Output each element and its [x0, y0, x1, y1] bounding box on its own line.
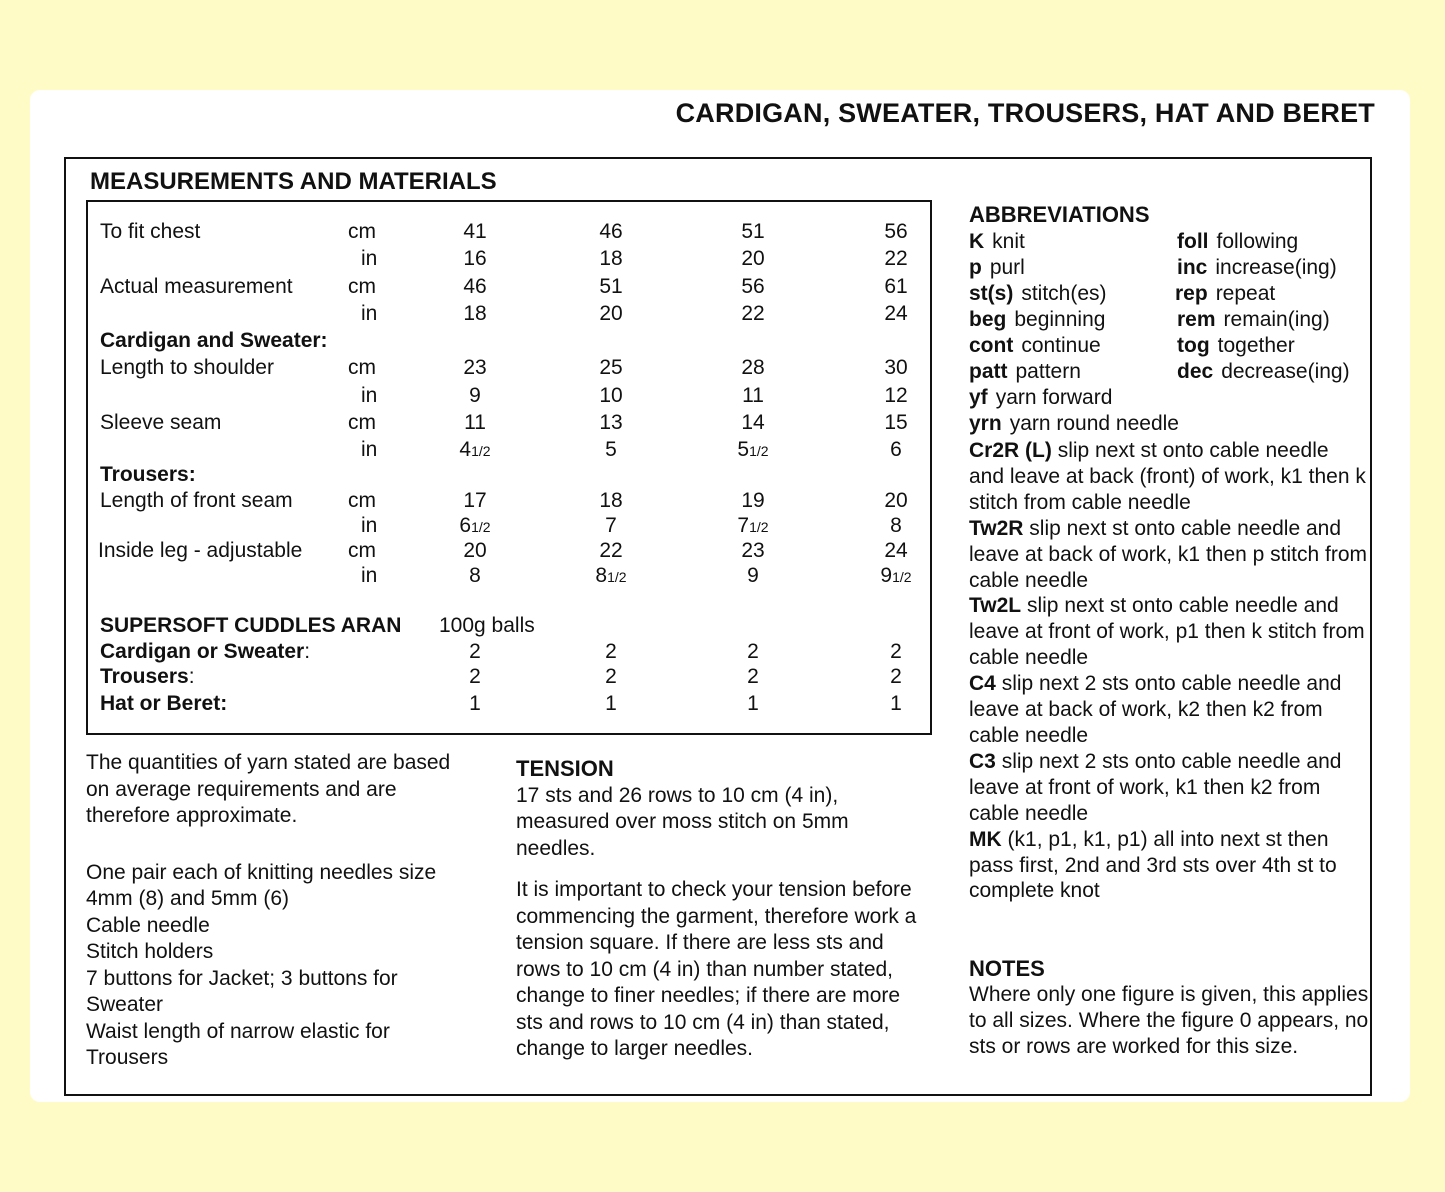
- elastic-note: Waist length of narrow elastic for Trousers: [86, 1019, 390, 1069]
- size-value: 81/2: [595, 564, 627, 587]
- notes-heading: NOTES: [969, 956, 1045, 981]
- size-value: 61/2: [459, 514, 491, 537]
- size-value: 24: [884, 539, 908, 562]
- size-value: 1: [747, 692, 759, 715]
- size-value: 56: [741, 275, 765, 298]
- size-value: 61: [884, 275, 908, 298]
- size-value: 18: [463, 302, 487, 325]
- abbreviation-item: dec decrease(ing): [1177, 360, 1350, 383]
- abbreviation-item: foll following: [1177, 230, 1299, 253]
- size-value: 8: [890, 514, 902, 537]
- size-value: 28: [741, 356, 765, 379]
- row-label: Length of front seam: [100, 489, 293, 512]
- row-unit: cm: [348, 539, 376, 562]
- size-value: 2: [469, 665, 481, 688]
- abbreviation-item: K knit: [969, 230, 1025, 253]
- size-value: 56: [884, 220, 908, 243]
- tension-text: 17 sts and 26 rows to 10 cm (4 in), measured over moss stitch on 5mm needles.: [516, 783, 849, 860]
- abbreviation-item: inc increase(ing): [1177, 256, 1337, 279]
- size-value: 23: [463, 356, 487, 379]
- abbreviation-item: cont continue: [969, 334, 1101, 357]
- row-unit: in: [361, 514, 378, 537]
- measurements-heading: MEASUREMENTS AND MATERIALS: [90, 168, 497, 195]
- size-value: 20: [463, 539, 487, 562]
- size-value: 20: [599, 302, 623, 325]
- yarn-name: SUPERSOFT CUDDLES ARAN: [100, 614, 402, 637]
- size-value: 9: [469, 384, 481, 407]
- stitch-holders-note: Stitch holders: [86, 940, 214, 963]
- abbreviation-item: p purl: [969, 256, 1025, 279]
- row-label: Trousers:: [100, 665, 195, 688]
- abbreviation-item: Cr2R (L) slip next st onto cable needle and leave at back (front) of work, k1 then k stitch from cable needle: [969, 439, 1366, 514]
- size-value: 2: [747, 665, 759, 688]
- row-label: Length to shoulder: [100, 356, 274, 379]
- size-value: 2: [605, 640, 617, 663]
- row-unit: in: [361, 384, 378, 407]
- cable-needle-note: Cable needle: [86, 913, 210, 937]
- needles-note: One pair each of knitting needles size 4mm (8) and 5mm (6): [86, 860, 437, 910]
- size-value: 13: [599, 411, 623, 434]
- row-unit: cm: [348, 356, 376, 379]
- tension-heading: TENSION: [516, 756, 614, 781]
- size-value: 11: [464, 411, 486, 434]
- size-value: 51/2: [737, 438, 769, 461]
- row-label: Inside leg - adjustable: [98, 539, 303, 562]
- abbreviation-item: Tw2L slip next st onto cable needle and leave at front of work, p1 then k stitch from cable needle: [969, 594, 1365, 670]
- group-heading: Cardigan and Sweater:: [100, 329, 328, 352]
- size-value: 24: [884, 302, 908, 325]
- abbreviation-item: yf yarn forward: [969, 386, 1113, 409]
- row-unit: in: [361, 564, 378, 587]
- table-row: [0, 411, 1445, 437]
- tension-section: [516, 756, 926, 1063]
- size-value: 51: [741, 220, 765, 243]
- notes-text: Where only one figure is given, this applies to all sizes. Where the figure 0 appears, no sts or rows are worked for this size.: [969, 983, 1369, 1058]
- size-value: 15: [884, 411, 908, 434]
- yarn-unit: 100g balls: [439, 614, 535, 637]
- cable-abbreviations: [969, 438, 1369, 904]
- size-value: 17: [463, 489, 487, 512]
- abbreviation-item: C3 slip next 2 sts onto cable needle and leave at front of work, k1 then k2 from cable needle: [969, 749, 1342, 825]
- row-unit: cm: [348, 220, 376, 243]
- size-value: 19: [741, 489, 765, 512]
- row-label: Cardigan or Sweater:: [100, 640, 311, 663]
- size-value: 23: [741, 539, 765, 562]
- size-value: 11: [742, 384, 764, 407]
- row-label: Sleeve seam: [100, 411, 222, 434]
- size-value: 20: [884, 489, 908, 512]
- half-fraction: 1/2: [892, 569, 912, 585]
- row-unit: in: [361, 247, 378, 270]
- size-value: 14: [741, 411, 765, 434]
- size-value: 18: [599, 489, 623, 512]
- size-value: 18: [599, 247, 623, 270]
- row-label: Actual measurement: [100, 275, 293, 298]
- half-fraction: 1/2: [607, 569, 627, 585]
- row-unit: cm: [348, 275, 376, 298]
- size-value: 10: [599, 384, 623, 407]
- size-value: 2: [890, 665, 902, 688]
- size-value: 1: [605, 692, 617, 715]
- quantities-note: The quantities of yarn stated are based on average requirements and are therefore approximate.: [86, 751, 451, 827]
- size-value: 30: [884, 356, 908, 379]
- size-value: 16: [463, 247, 487, 270]
- abbreviation-item: rem remain(ing): [1177, 308, 1330, 331]
- abbreviation-item: beg beginning: [969, 308, 1106, 331]
- size-value: 91/2: [880, 564, 912, 587]
- size-value: 41: [463, 220, 487, 243]
- size-value: 20: [741, 247, 765, 270]
- abbreviation-item: Tw2R slip next st onto cable needle and leave at back of work, k1 then p stitch from cable needle: [969, 516, 1368, 592]
- size-value: 12: [884, 384, 908, 407]
- buttons-note: 7 buttons for Jacket; 3 buttons for Sweater: [86, 966, 398, 1016]
- row-label: Hat or Beret:: [100, 692, 228, 715]
- size-value: 8: [469, 564, 481, 587]
- size-value: 46: [599, 220, 623, 243]
- abbreviation-item: MK (k1, p1, k1, p1) all into next st then pass first, 2nd and 3rd sts over 4th st to complete knot: [969, 827, 1337, 903]
- size-value: 6: [890, 438, 902, 461]
- size-value: 5: [605, 438, 617, 461]
- half-fraction: 1/2: [471, 519, 491, 535]
- row-unit: in: [361, 438, 378, 461]
- size-value: 1: [890, 692, 902, 715]
- row-unit: cm: [348, 411, 376, 434]
- half-fraction: 1/2: [749, 443, 769, 459]
- size-value: 2: [890, 640, 902, 663]
- size-value: 22: [884, 247, 908, 270]
- size-value: 46: [463, 275, 487, 298]
- size-value: 51: [599, 275, 623, 298]
- row-unit: in: [361, 302, 378, 325]
- materials-notes: [86, 750, 476, 1072]
- abbreviation-item: st(s) stitch(es): [969, 282, 1107, 305]
- size-value: 22: [741, 302, 765, 325]
- abbreviation-item: yrn yarn round needle: [969, 412, 1179, 435]
- abbreviation-item: tog together: [1177, 334, 1295, 357]
- size-value: 22: [599, 539, 623, 562]
- page-title: CARDIGAN, SWEATER, TROUSERS, HAT AND BERET: [675, 98, 1375, 128]
- half-fraction: 1/2: [749, 519, 769, 535]
- abbreviation-item: C4 slip next 2 sts onto cable needle and leave at back of work, k2 then k2 from cable needle: [969, 672, 1342, 747]
- size-value: 7: [605, 514, 617, 537]
- abbreviation-item: rep repeat: [1175, 282, 1276, 305]
- half-fraction: 1/2: [471, 443, 491, 459]
- tension-advice: It is important to check your tension before commencing the garment, therefore work a tension square. If there are less sts and rows to 10 cm (4 in) than number stated, change to finer needles; if there are more sts and rows to 10 cm (4 in) than stated, change to larger needles.: [516, 878, 917, 1060]
- abbreviations-heading: ABBREVIATIONS: [969, 202, 1150, 227]
- abbreviation-item: patt pattern: [969, 360, 1081, 383]
- size-value: 1: [469, 692, 481, 715]
- size-value: 25: [599, 356, 623, 379]
- size-value: 9: [747, 564, 759, 587]
- group-heading: Trousers:: [100, 463, 196, 486]
- size-value: 2: [605, 665, 617, 688]
- size-value: 71/2: [737, 514, 769, 537]
- size-value: 41/2: [459, 438, 491, 461]
- size-value: 2: [747, 640, 759, 663]
- row-unit: cm: [348, 489, 376, 512]
- table-row: [0, 384, 1445, 410]
- size-value: 2: [469, 640, 481, 663]
- row-label: To fit chest: [100, 220, 201, 243]
